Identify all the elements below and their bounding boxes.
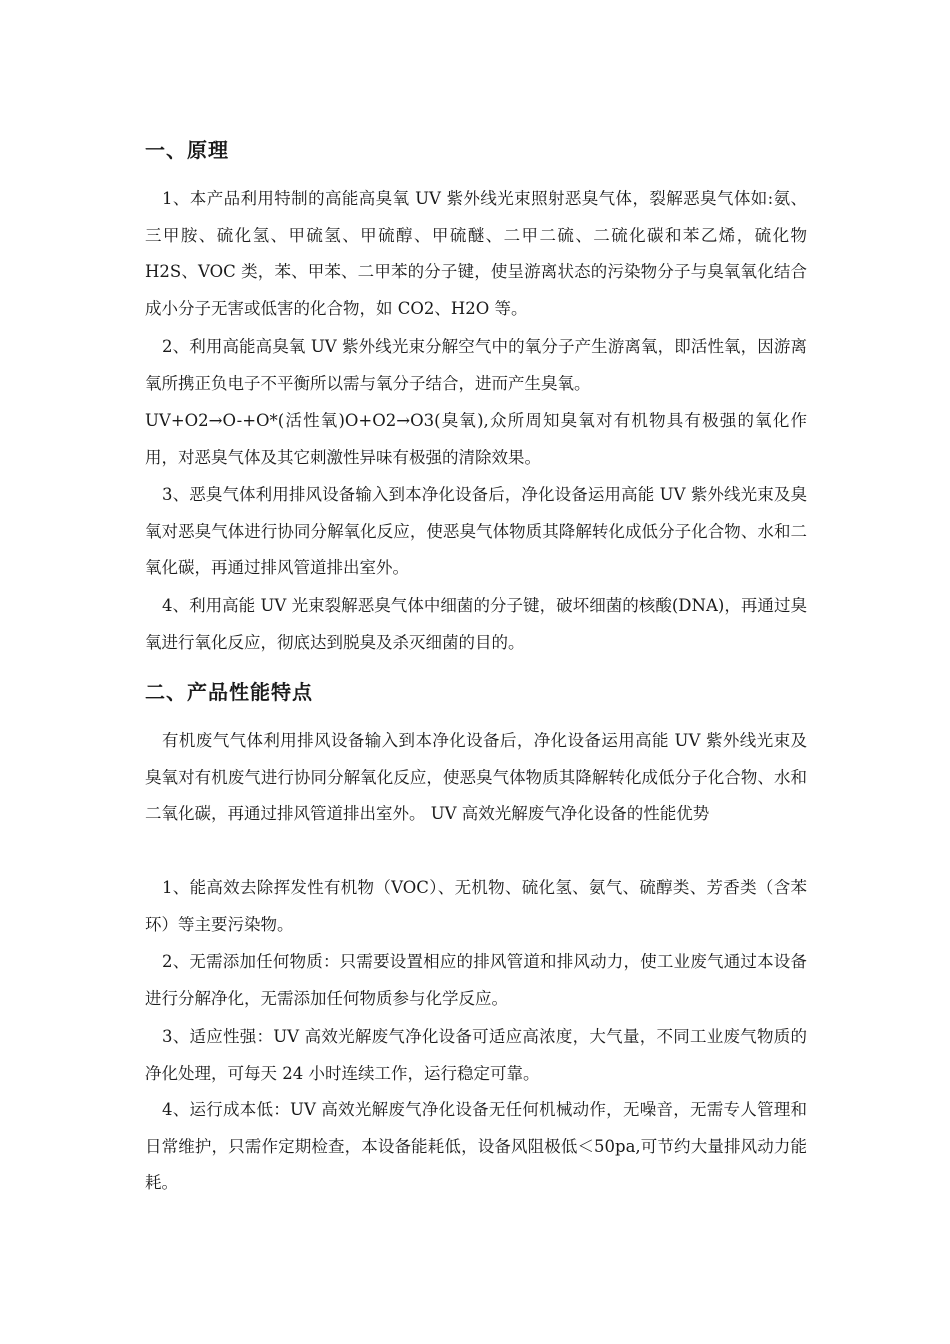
section-heading-features: 二、产品性能特点 [145, 680, 313, 704]
features-paragraph-4: 4、运行成本低：UV 高效光解废气净化设备无任何机械动作，无噪音，无需专人管理和日常维护，只需作定期检查，本设备能耗低，设备风阻极低＜50pa,可节约大量排风动力能耗。 [145, 1100, 807, 1192]
features-paragraph-3: 3、适应性强：UV 高效光解废气净化设备可适应高浓度，大气量，不同工业废气物质的净化处理，可每天 24 小时连续工作，运行稳定可靠。 [145, 1027, 807, 1083]
principle-paragraph-2: 2、利用高能高臭氧 UV 紫外线光束分解空气中的氧分子产生游离氧，即活性氧，因游离氧所携正负电子不平衡所以需与氧分子结合，进而产生臭氧。 [145, 337, 807, 393]
features-paragraph-2: 2、无需添加任何物质：只需要设置相应的排风管道和排风动力，使工业废气通过本设备进行分解净化，无需添加任何物质参与化学反应。 [145, 952, 807, 1008]
principle-paragraph-formula: UV+O2→O-+O*(活性氧)O+O2→O3(臭氧),众所周知臭氧对有机物具有极强的氧化作用，对恶臭气体及其它刺激性异味有极强的清除效果。 [145, 411, 807, 467]
principle-paragraph-4: 4、利用高能 UV 光束裂解恶臭气体中细菌的分子键，破坏细菌的核酸(DNA)，再通过臭氧进行氧化反应，彻底达到脱臭及杀灭细菌的目的。 [145, 596, 807, 652]
principle-paragraph-1: 1、本产品利用特制的高能高臭氧 UV 紫外线光束照射恶臭气体，裂解恶臭气体如:氨、三甲胺、硫化氢、甲硫氢、甲硫醇、甲硫醚、二甲二硫、二硫化碳和苯乙烯，硫化物 H2S、VOC 类，苯、甲苯、二甲苯的分子键，使呈游离状态的污染物分子与臭氧氧化结合成小分子无害或低害的化合物，如 CO2、H2O 等。 [145, 189, 807, 318]
section-heading-principle: 一、原理 [145, 138, 229, 162]
features-paragraph-1: 1、能高效去除挥发性有机物（VOC）、无机物、硫化氢、氨气、硫醇类、芳香类（含苯环）等主要污染物。 [145, 878, 807, 934]
principle-paragraph-3: 3、恶臭气体利用排风设备输入到本净化设备后，净化设备运用高能 UV 紫外线光束及臭氧对恶臭气体进行协同分解氧化反应，使恶臭气体物质其降解转化成低分子化合物、水和二氧化碳，再通过排风管道排出室外。 [145, 485, 807, 577]
features-intro-paragraph: 有机废气气体利用排风设备输入到本净化设备后，净化设备运用高能 UV 紫外线光束及臭氧对有机废气进行协同分解氧化反应，使恶臭气体物质其降解转化成低分子化合物、水和二氧化碳，再通过排风管道排出室外。 UV 高效光解废气净化设备的性能优势 [145, 731, 807, 823]
